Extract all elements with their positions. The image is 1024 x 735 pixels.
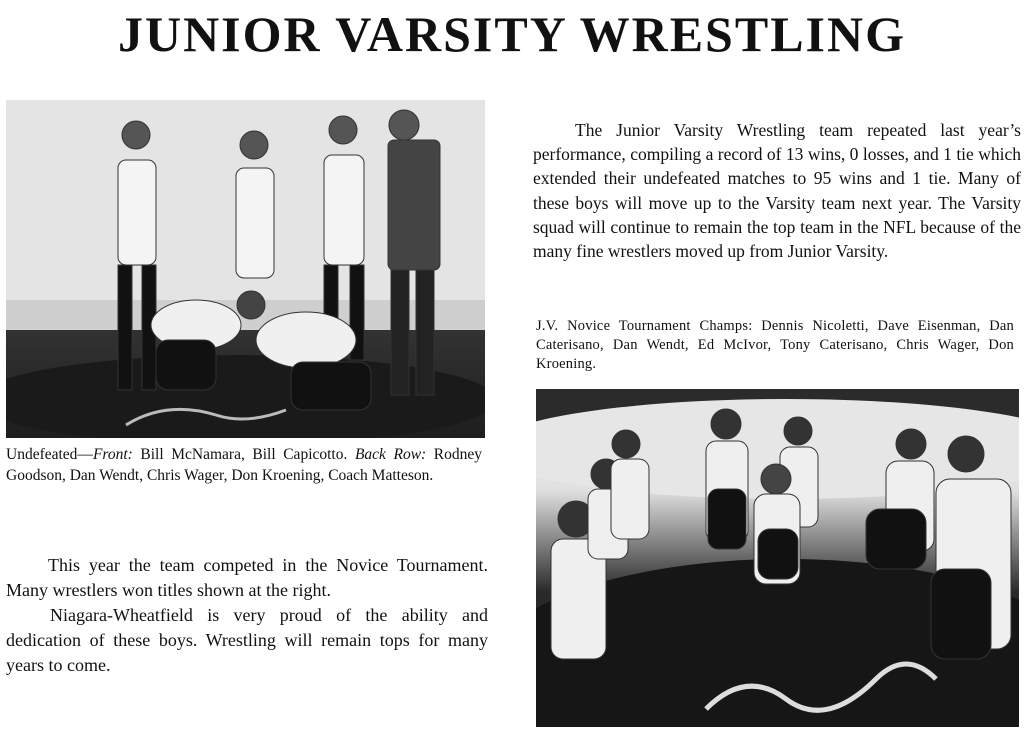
body-text-left: [6, 553, 488, 678]
body-left-paragraph-1: This year the team competed in the Novice Tournament. Many wrestlers won titles shown at the right.: [6, 555, 488, 600]
caption-right: J.V. Novice Tournament Champs: Dennis Nicoletti, Dave Eisenman, Dan Caterisano, Dan Wendt, Ed McIvor, Tony Caterisano, Chris Wager, Don Kroening.: [536, 318, 1014, 372]
body-text-right: The Junior Varsity Wrestling team repeated last year’s performance, compiling a record of 13 wins, 0 losses, and 1 tie which extended their undefeated matches to 95 wins and 1 tie. Many of these boys will move up to the Varsity team next year. The Varsity squad will continue to remain the top team in the NFL because of the many fine wrestlers moved up from Junior Varsity.: [533, 120, 1021, 262]
team-photo-wrestlers-standing: [6, 100, 485, 438]
page-title: JUNIOR VARSITY WRESTLING: [117, 6, 907, 62]
caption-left-front-label: Front:: [92, 446, 133, 463]
team-photo-illustration: [6, 100, 485, 438]
caption-left-back-label: Back Row:: [354, 446, 427, 463]
team-photo-novice-champs: [536, 389, 1019, 727]
caption-left-front-names: Bill McNamara, Bill Capicotto.: [132, 446, 355, 463]
caption-left: [6, 444, 482, 486]
body-left-paragraph-2: Niagara-Wheatfield is very proud of the ability and dedication of these boys. Wrestling will remain tops for many years to come.: [6, 605, 488, 675]
caption-left-back-names: Rodney Goodson, Dan Wendt, Chris Wager, Don Kroening, Coach Matteson.: [6, 446, 482, 484]
caption-left-lead: Undefeated—: [6, 446, 93, 463]
champs-photo-illustration: [536, 389, 1019, 727]
